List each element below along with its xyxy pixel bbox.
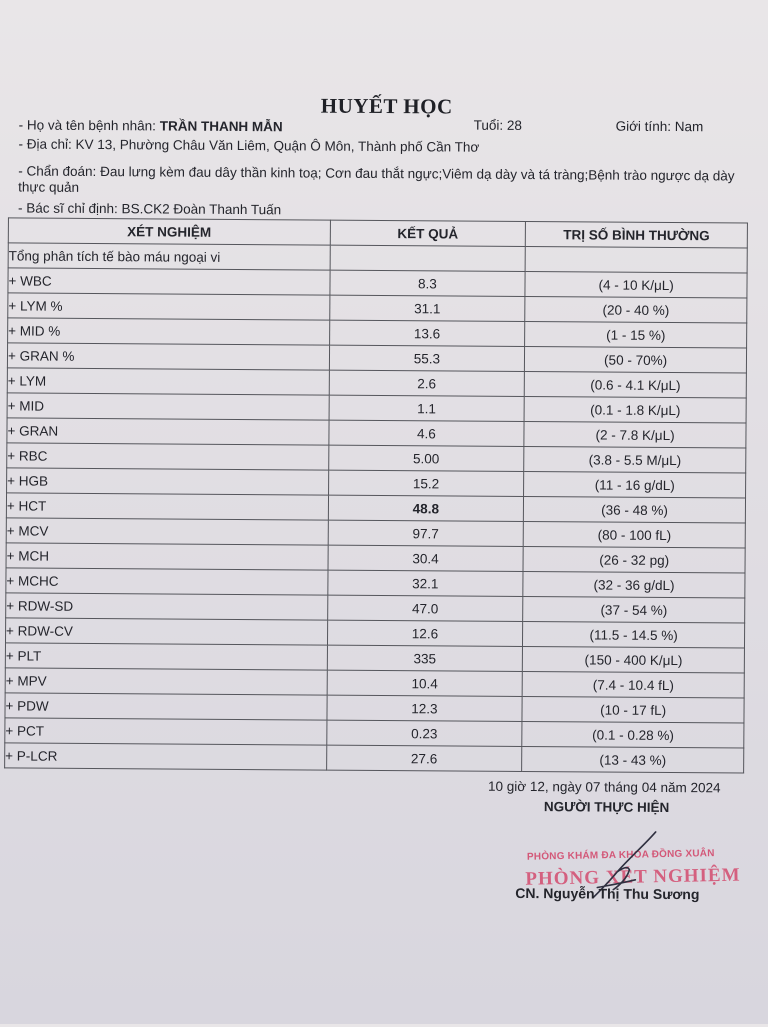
diagnosis-text: Đau lưng kèm đau dây thần kinh toạ; Cơn đau thắt ngực;Viêm dạ dày và tá tràng;Bệnh trào ngược dạ dày thực quản — [18, 164, 735, 195]
diagnosis-line — [18, 163, 763, 200]
report-datetime: 10 giờ 12, ngày 07 tháng 04 năm 2024 — [487, 778, 721, 796]
test-name: + RDW-CV — [5, 618, 327, 645]
test-result: 47.0 — [327, 595, 523, 621]
test-reference-range: (20 - 40 %) — [525, 297, 747, 324]
test-name: + MID — [7, 393, 329, 420]
patient-sex: Nam — [674, 119, 704, 135]
test-name: + PDW — [5, 693, 327, 720]
header-test: XÉT NGHIỆM — [8, 218, 330, 245]
patient-age: 28 — [506, 117, 522, 133]
test-name: + RBC — [7, 443, 329, 470]
test-result: 12.6 — [327, 620, 523, 646]
test-reference-range: (32 - 36 g/dL) — [523, 572, 745, 599]
test-name: + MCH — [6, 543, 328, 570]
patient-sex-line — [616, 119, 704, 135]
test-result: 2.6 — [329, 370, 525, 396]
test-reference-range: (3.8 - 5.5 M/μL) — [524, 447, 746, 474]
test-name: + PCT — [5, 718, 327, 745]
table-row — [5, 743, 744, 773]
test-result: 31.1 — [329, 295, 525, 321]
test-name: + HGB — [7, 468, 329, 495]
test-result: 13.6 — [329, 320, 525, 346]
patient-address-line — [18, 136, 479, 154]
results-table — [4, 217, 748, 773]
test-result: 27.6 — [326, 745, 522, 771]
test-result: 97.7 — [328, 520, 524, 546]
group-label: Tổng phân tích tế bào máu ngoại vi — [8, 243, 330, 270]
test-result: 8.3 — [329, 270, 525, 296]
test-result: 15.2 — [328, 470, 524, 496]
test-result: 48.8 — [328, 495, 524, 521]
test-result: 55.3 — [329, 345, 525, 371]
doctor-line — [18, 200, 281, 217]
patient-sex-label: Giới tính: — [615, 118, 672, 135]
group-result-empty — [330, 245, 526, 271]
test-reference-range: (11.5 - 14.5 %) — [523, 622, 745, 649]
patient-address: KV 13, Phường Châu Văn Liêm, Quận Ô Môn, Thành phố Cần Thơ — [75, 136, 480, 155]
test-reference-range: (0.6 - 4.1 K/μL) — [524, 372, 746, 399]
stamp-line-2: PHÒNG XÉT NGHIỆM — [525, 864, 741, 890]
test-name: + HCT — [6, 493, 328, 520]
patient-name-label: - Họ và tên bệnh nhân: — [18, 117, 157, 134]
test-reference-range: (0.1 - 1.8 K/μL) — [524, 397, 746, 424]
test-result: 32.1 — [327, 570, 523, 596]
diagnosis-label: - Chẩn đoán: — [18, 163, 97, 180]
test-reference-range: (7.4 - 10.4 fL) — [522, 671, 744, 698]
test-reference-range: (37 - 54 %) — [523, 597, 745, 624]
test-name: + PLT — [5, 643, 327, 670]
test-name: + MCHC — [6, 568, 328, 595]
test-result: 10.4 — [327, 670, 523, 696]
test-name: + WBC — [8, 268, 330, 295]
group-range-empty — [525, 247, 747, 274]
report-title: HUYẾT HỌC — [320, 93, 453, 119]
test-name: + RDW-SD — [6, 593, 328, 620]
test-reference-range: (11 - 16 g/dL) — [524, 472, 746, 499]
doctor-name: BS.CK2 Đoàn Thanh Tuấn — [121, 201, 282, 218]
test-result: 4.6 — [328, 420, 524, 446]
test-name: + MCV — [6, 518, 328, 545]
performer-label: NGƯỜI THỰC HIỆN — [543, 799, 670, 816]
test-reference-range: (13 - 43 %) — [522, 746, 744, 773]
header-range: TRỊ SỐ BÌNH THƯỜNG — [526, 222, 748, 249]
patient-age-label: Tuổi: — [473, 117, 504, 133]
test-reference-range: (1 - 15 %) — [525, 322, 747, 349]
test-result: 1.1 — [329, 395, 525, 421]
test-reference-range: (2 - 7.8 K/μL) — [524, 422, 746, 449]
patient-name-line — [19, 117, 283, 134]
stamp-line-1: PHÒNG KHÁM ĐA KHOA ĐỒNG XUÂN — [526, 848, 715, 863]
test-result: 5.00 — [328, 445, 524, 471]
test-reference-range: (10 - 17 fL) — [522, 696, 744, 723]
doctor-label: - Bác sĩ chỉ định: — [17, 200, 118, 217]
test-name: + MPV — [5, 668, 327, 695]
test-reference-range: (150 - 400 K/μL) — [523, 647, 745, 674]
test-result: 335 — [327, 645, 523, 671]
patient-address-label: - Địa chỉ: — [18, 136, 72, 152]
signer-name: CN. Nguyễn Thị Thu Sương — [515, 884, 700, 903]
test-name: + P-LCR — [5, 743, 327, 770]
test-name: + MID % — [8, 318, 330, 345]
test-name: + GRAN — [7, 418, 329, 445]
test-reference-range: (36 - 48 %) — [524, 497, 746, 524]
test-result: 0.23 — [326, 720, 522, 746]
test-name: + LYM — [7, 368, 329, 395]
test-reference-range: (50 - 70%) — [525, 347, 747, 374]
test-name: + GRAN % — [7, 343, 329, 370]
test-result: 30.4 — [328, 545, 524, 571]
test-reference-range: (26 - 32 pg) — [523, 547, 745, 574]
header-result: KẾT QUẢ — [330, 220, 526, 246]
patient-age-line — [474, 118, 522, 133]
test-reference-range: (80 - 100 fL) — [523, 522, 745, 549]
test-name: + LYM % — [8, 293, 330, 320]
test-result: 12.3 — [327, 695, 523, 721]
test-reference-range: (4 - 10 K/μL) — [525, 272, 747, 299]
patient-name: TRẦN THANH MẪN — [159, 118, 283, 135]
test-reference-range: (0.1 - 0.28 %) — [522, 721, 744, 748]
